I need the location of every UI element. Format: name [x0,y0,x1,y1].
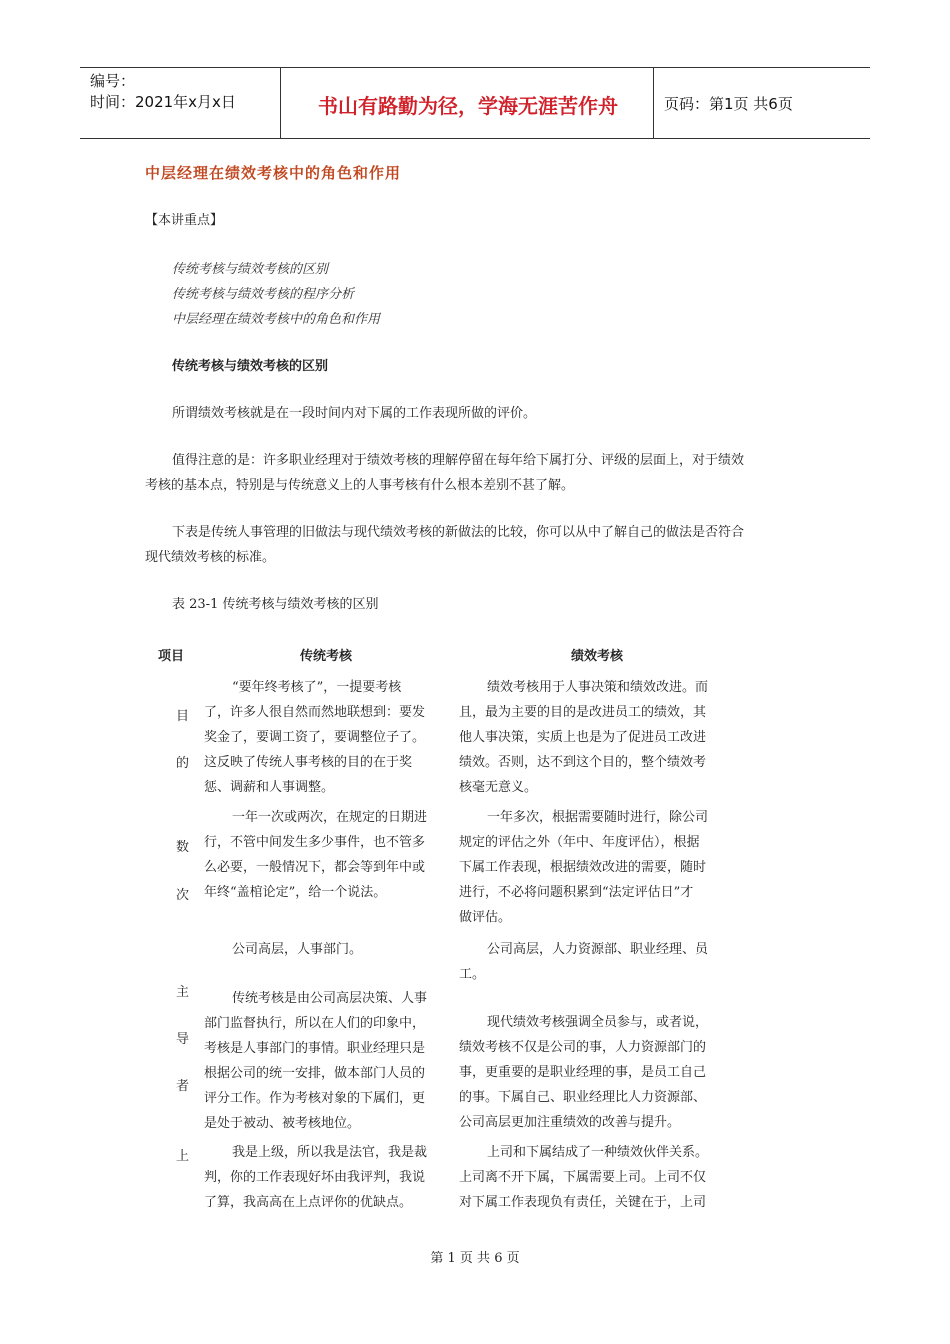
header-divider [653,68,654,138]
header-meta [90,71,236,113]
row-item-char: 次 [176,888,190,903]
table-cell-traditional: 一年一次或两次，在规定的日期进 行，不管中间发生多少事件，也不管多 么必要，一般情况下，都会等到年中或 年终“盖棺论定”，给一个说法。 [204,810,428,900]
document-title: 中层经理在绩效考核中的角色和作用 [145,164,402,182]
page-footer: 第 1 页 共 6 页 [430,1251,520,1266]
key-point-item: 传统考核与绩效考核的区别 [172,262,329,277]
section-heading: 传统考核与绩效考核的区别 [172,359,329,374]
table-cell-performance: 绩效考核用于人事决策和绩效改进。而 且，最为主要的目的是改进员工的绩效，其 他人事决策，实质上也是为了促进员工改进 绩效。否则，达不到这个目的，整个绩效考 核毫无意义。 [459,680,709,795]
page-header [80,67,870,139]
table-cell-traditional: “要年终考核了”，一提要考核 了，许多人很自然而然地联想到：要发 奖金了，要调工资了，要调整位子了。 这反映了传统人事考核的目的在于奖 惩、调薪和人事调整。 [204,680,426,795]
key-points-label: 【本讲重点】 [145,213,224,228]
header-motto: 书山有路勤为径，学海无涯苦作舟 [318,94,618,118]
row-item-char: 目 [176,709,190,724]
header-divider [280,68,281,138]
body-paragraph: 值得注意的是：许多职业经理对于绩效考核的理解停留在每年给下属打分、评级的层面上，对于绩效 [172,453,745,468]
key-point-item: 传统考核与绩效考核的程序分析 [172,287,355,302]
date-label: 时间：2021年x月x日 [90,93,236,111]
table-cell-traditional: 公司高层，人事部门。 [232,942,363,957]
table-header-traditional: 传统考核 [300,649,353,664]
table-header-item: 项目 [158,649,185,664]
row-item-char: 数 [176,840,190,855]
table-cell-traditional: 我是上级，所以我是法官，我是裁 判，你的工作表现好坏由我评判，我说 了算，我高高在上点评你的优缺点。 [204,1145,428,1210]
row-item-char: 者 [176,1079,190,1094]
table-cell-performance: 现代绩效考核强调全员参与，或者说， 绩效考核不仅是公司的事，人力资源部门的 事，更重要的是职业经理的事，是员工自己 的事。下属自己、职业经理比人力资源部、 公司高层更加注重绩效的改善与提升。 [459,1015,709,1130]
body-paragraph: 考核的基本点，特别是与传统意义上的人事考核有什么根本差别不甚了解。 [145,478,575,493]
key-point-item: 中层经理在绩效考核中的角色和作用 [172,312,381,327]
body-paragraph: 所谓绩效考核就是在一段时间内对下属的工作表现所做的评价。 [172,406,537,421]
row-item-char: 上 [176,1149,190,1164]
body-paragraph: 现代绩效考核的标准。 [145,550,276,565]
body-paragraph: 下表是传统人事管理的旧做法与现代绩效考核的新做法的比较，你可以从中了解自己的做法是否符合 [172,525,745,540]
table-cell-performance: 一年多次，根据需要随时进行，除公司 规定的评估之外（年中、年度评估），根据 下属工作表现，根据绩效改进的需要，随时 进行，不必将问题积累到“法定评估日”才 做评估。 [459,810,709,925]
header-page-number: 页码：第1页 共6页 [664,95,793,113]
table-caption: 表 23-1 传统考核与绩效考核的区别 [172,597,379,612]
number-label: 编号： [90,72,136,90]
table-header-performance: 绩效考核 [571,649,624,664]
table-cell-performance: 上司和下属结成了一种绩效伙伴关系。 上司离不开下属，下属需要上司。上司不仅 对下属工作表现负有责任，关键在于，上司 [459,1145,709,1210]
table-cell-performance: 公司高层，人力资源部、职业经理、员 工。 [459,942,709,982]
row-item-char: 的 [176,756,190,771]
row-item-char: 导 [176,1032,190,1047]
row-item-char: 主 [176,985,190,1000]
table-cell-traditional: 传统考核是由公司高层决策、人事 部门监督执行，所以在人们的印象中， 考核是人事部门的事情。职业经理只是 根据公司的统一安排，做本部门人员的 评分工作。作为考核对象的下属们，更 是处于被动、被考核地位。 [204,991,428,1131]
